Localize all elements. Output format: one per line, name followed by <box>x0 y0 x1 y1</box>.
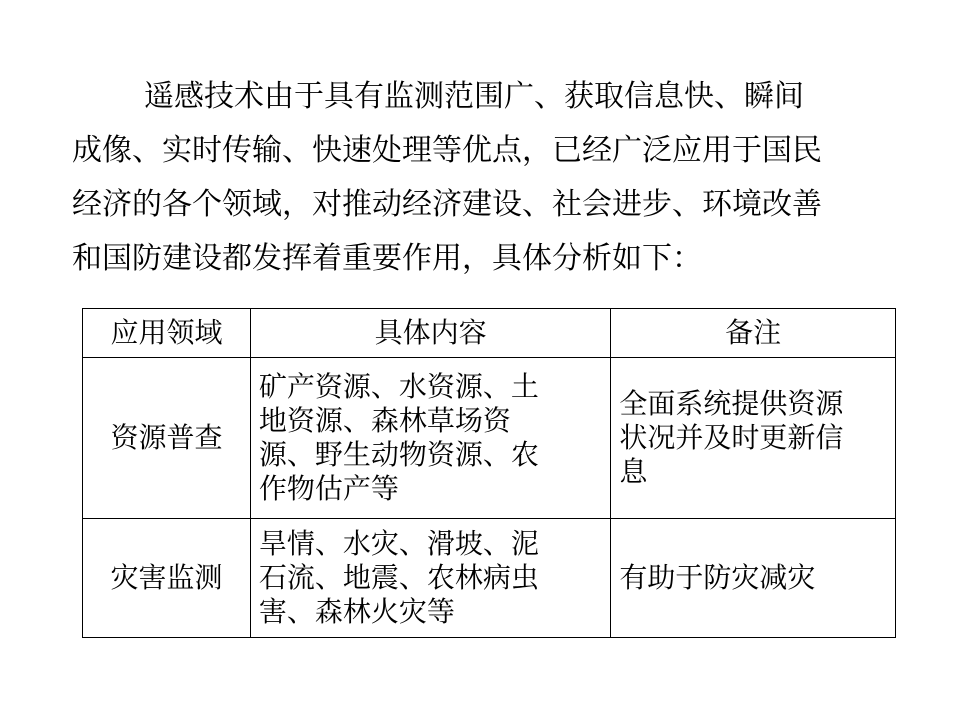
intro-paragraph <box>72 70 892 286</box>
cell-note <box>611 519 896 638</box>
content-line: 作物估产等 <box>258 472 399 505</box>
content-line: 石流、地震、农林病虫 <box>258 561 539 594</box>
content-line: 害、森林火灾等 <box>258 595 455 628</box>
content-line: 旱情、水灾、滑坡、泥 <box>258 527 539 560</box>
content-line: 矿产资源、水资源、土 <box>258 370 539 403</box>
intro-line: 遥感技术由于具有监测范围广、获取信息快、瞬间 <box>144 79 804 114</box>
content-line: 地资源、森林草场资 <box>258 404 511 437</box>
note-line: 全面系统提供资源 <box>619 387 844 420</box>
header-domain: 应用领域 <box>83 309 251 358</box>
cell-content <box>250 358 610 519</box>
note-line: 状况并及时更新信 <box>619 421 844 454</box>
table-header-row <box>83 309 896 358</box>
note-line: 息 <box>619 455 648 488</box>
cell-content <box>250 519 610 638</box>
header-content: 具体内容 <box>250 309 610 358</box>
intro-line: 和国防建设都发挥着重要作用，具体分析如下： <box>72 241 702 276</box>
intro-line: 经济的各个领域，对推动经济建设、社会进步、环境改善 <box>72 187 822 222</box>
cell-domain: 资源普查 <box>83 358 251 519</box>
table-row <box>83 358 896 519</box>
cell-domain: 灾害监测 <box>83 519 251 638</box>
intro-line: 成像、实时传输、快速处理等优点，已经广泛应用于国民 <box>72 133 822 168</box>
table-row <box>83 519 896 638</box>
application-table <box>82 308 896 638</box>
header-note: 备注 <box>611 309 896 358</box>
cell-note <box>611 358 896 519</box>
content-line: 源、野生动物资源、农 <box>258 438 539 471</box>
note-line: 有助于防灾减灾 <box>619 561 816 594</box>
